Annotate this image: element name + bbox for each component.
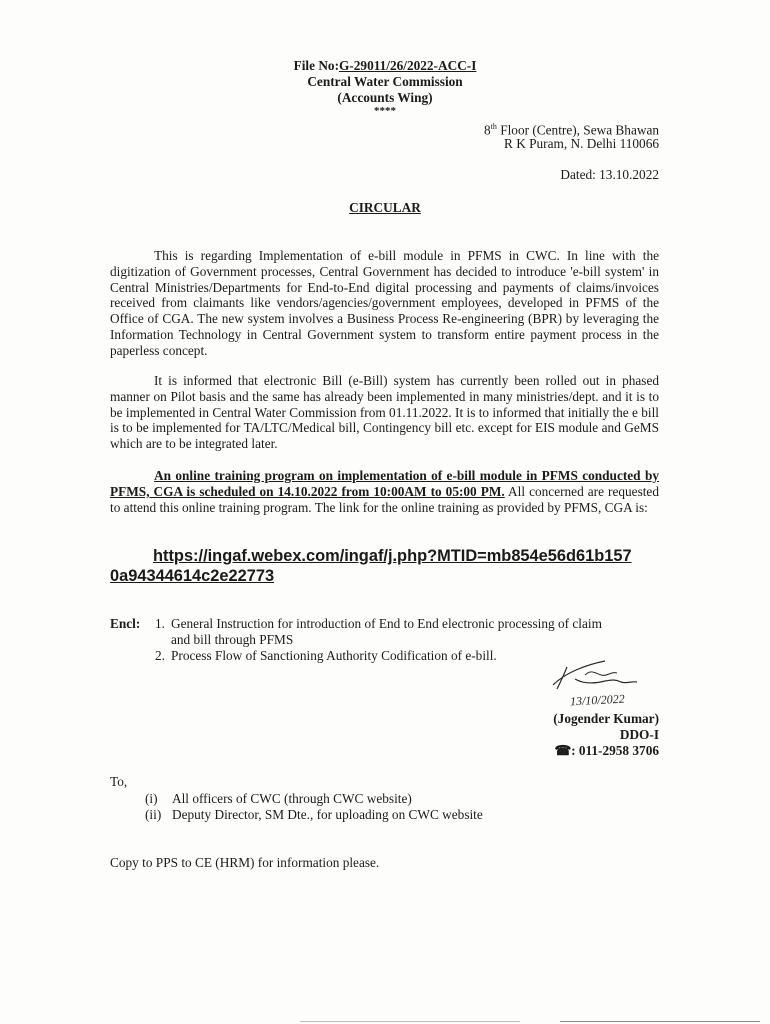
- signatory-phone: ☎: 011-2958 3706: [554, 743, 659, 758]
- training-details: All concerned are requested to attend this online training program. The link for the online training as provided by PFMS, CGA is:: [110, 483, 659, 515]
- to-item-2-text: Deputy Director, SM Dte., for uploading on CWC website: [172, 807, 483, 822]
- scan-edge-artifact: [300, 1021, 520, 1022]
- floor-superscript: th: [490, 122, 497, 131]
- encl-item-2-text: Process Flow of Sanctioning Authority Codification of e-bill.: [171, 648, 497, 663]
- signature-date: 13/10/2022: [569, 691, 625, 709]
- org-name: Central Water Commission: [307, 74, 463, 89]
- webex-link-line-1[interactable]: https://ingaf.webex.com/ingaf/j.php?MTID=mb854e56d61b157: [153, 547, 632, 565]
- training-announcement: An online training program on implementation of e-bill module in PFMS conducted by PFMS, CGA is scheduled on 14.10.2022 from 10:00AM to 05:00 PM.: [110, 468, 659, 499]
- address-line-2: R K Puram, N. Delhi 110066: [504, 136, 659, 151]
- encl-item-1-text: General Instruction for introduction of End to End electronic processing of claim: [171, 616, 602, 631]
- paragraph-3: [110, 468, 659, 515]
- to-item-1-text: All officers of CWC (through CWC website): [172, 791, 412, 806]
- signature-image: [545, 655, 665, 719]
- floor-number: 8: [484, 122, 491, 138]
- encl-label: Encl:: [110, 616, 141, 631]
- to-label: To,: [110, 774, 128, 789]
- floor-text: Floor (Centre), Sewa Bhawan: [496, 122, 659, 138]
- to-item-2-num: (ii): [145, 807, 162, 822]
- file-number: G-29011/26/2022-ACC-I: [339, 58, 477, 73]
- paragraph-1: This is regarding Implementation of e-bill module in PFMS in CWC. In line with the digitization of Government processes, Central Government has decided to introduce 'e-bill system' in Central Ministries/Departments for End-to-End digital processing and payments of claims/invoices received from claimants like vendors/agencies/government employees, developed in PFMS of the Office of CGA. The new system involves a Business Process Re-engineering (BPR) by leveraging the Information Technology in Central Government system to transform entire payment process in the paperless concept.: [110, 248, 659, 358]
- scan-edge-artifact-2: [560, 1021, 760, 1022]
- webex-link-line-2[interactable]: 0a94344614c2e22773: [110, 567, 275, 585]
- paragraph-2: It is informed that electronic Bill (e-Bill) system has currently been rolled out in phased manner on Pilot basis and the same has already been implemented in many ministries/dept. and it is to be implemented in Central Water Commission from 01.11.2022. It is to informed that initially the e bill is to be implemented for TA/LTC/Medical bill, Contingency bill etc. except for EIS module and GeMS which are to be integrated later.: [110, 373, 659, 452]
- date-line: Dated: 13.10.2022: [560, 167, 659, 182]
- file-label: File No:: [293, 58, 339, 73]
- circular-title: CIRCULAR: [349, 200, 421, 215]
- encl-item-1-num: 1.: [155, 616, 165, 631]
- copy-to-line: Copy to PPS to CE (HRM) for information please.: [110, 855, 380, 870]
- file-number-line: [0, 58, 770, 74]
- wing-name: (Accounts Wing): [337, 90, 433, 105]
- signatory-name: (Jogender Kumar): [553, 711, 659, 726]
- encl-item-1-cont: and bill through PFMS: [171, 632, 294, 647]
- stars-divider: ****: [374, 105, 396, 117]
- signatory-designation: DDO-I: [619, 727, 659, 742]
- encl-item-2-num: 2.: [155, 648, 165, 663]
- to-item-1-num: (i): [145, 791, 158, 806]
